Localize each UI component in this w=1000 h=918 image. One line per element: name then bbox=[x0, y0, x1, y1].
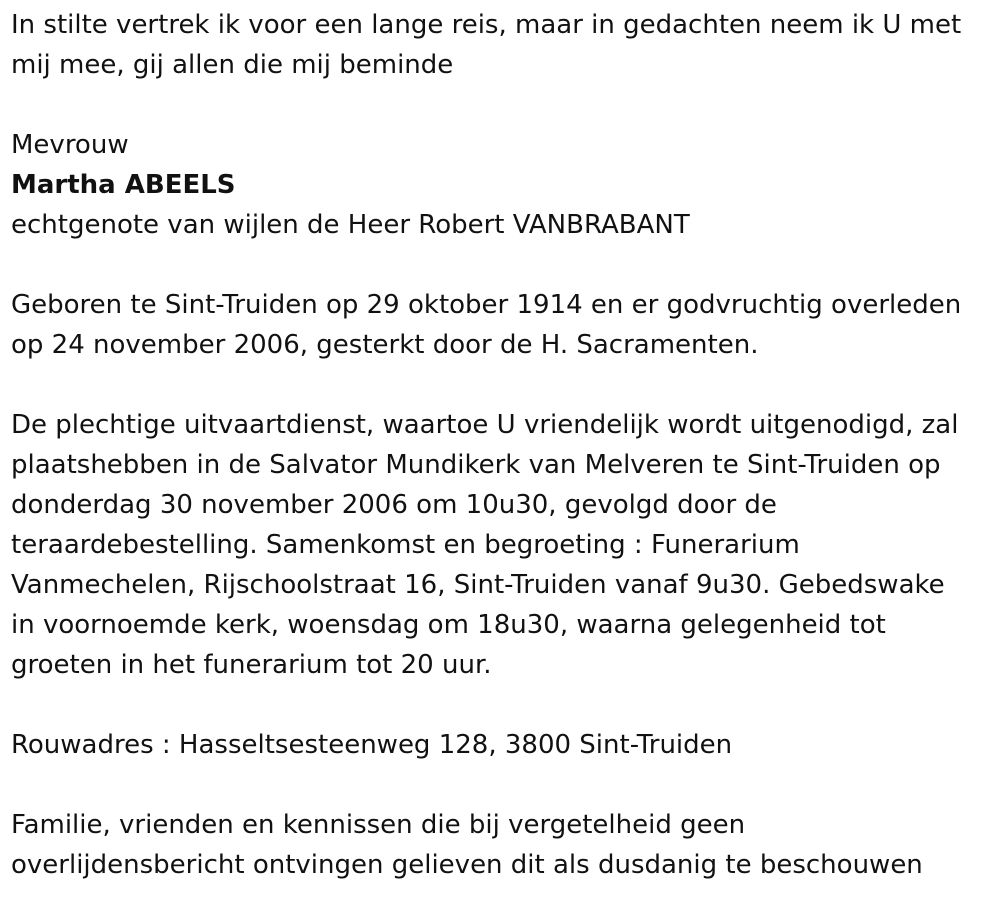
funeral-line: groeten in het funerarium tot 20 uur. bbox=[11, 650, 492, 680]
closing-paragraph bbox=[11, 805, 990, 885]
motto-line: In stilte vertrek ik voor een lange reis, maar in gedachten neem ik U met bbox=[11, 10, 962, 40]
deceased-identity bbox=[11, 125, 990, 245]
birth-death-line: Geboren te Sint-Truiden op 29 oktober 1914 en er godvruchtig overleden bbox=[11, 290, 962, 320]
funeral-paragraph bbox=[11, 405, 990, 685]
funeral-line: in voornoemde kerk, woensdag om 18u30, waarna gelegenheid tot bbox=[11, 610, 886, 640]
closing-line: Familie, vrienden en kennissen die bij vergetelheid geen bbox=[11, 810, 746, 840]
funeral-line: donderdag 30 november 2006 om 10u30, gevolgd door de bbox=[11, 490, 777, 520]
address-paragraph bbox=[11, 725, 990, 765]
salutation: Mevrouw bbox=[11, 130, 129, 160]
funeral-line: De plechtige uitvaartdienst, waartoe U vriendelijk wordt uitgenodigd, zal bbox=[11, 410, 959, 440]
funeral-line: plaatshebben in de Salvator Mundikerk van Melveren te Sint-Truiden op bbox=[11, 450, 941, 480]
funeral-line: Vanmechelen, Rijschoolstraat 16, Sint-Truiden vanaf 9u30. Gebedswake bbox=[11, 570, 945, 600]
birth-death-line: op 24 november 2006, gesterkt door de H. Sacramenten. bbox=[11, 330, 759, 360]
spouse-line: echtgenote van wijlen de Heer Robert VANBRABANT bbox=[11, 210, 690, 240]
funeral-line: teraardebestelling. Samenkomst en begroeting : Funerarium bbox=[11, 530, 800, 560]
closing-line: overlijdensbericht ontvingen gelieven dit als dusdanig te beschouwen bbox=[11, 850, 923, 880]
motto-paragraph bbox=[11, 5, 990, 85]
mourning-address: Rouwadres : Hasseltsesteenweg 128, 3800 Sint-Truiden bbox=[11, 730, 733, 760]
deceased-name: Martha ABEELS bbox=[11, 170, 236, 200]
birth-death-paragraph bbox=[11, 285, 990, 365]
motto-line: mij mee, gij allen die mij beminde bbox=[11, 50, 454, 80]
